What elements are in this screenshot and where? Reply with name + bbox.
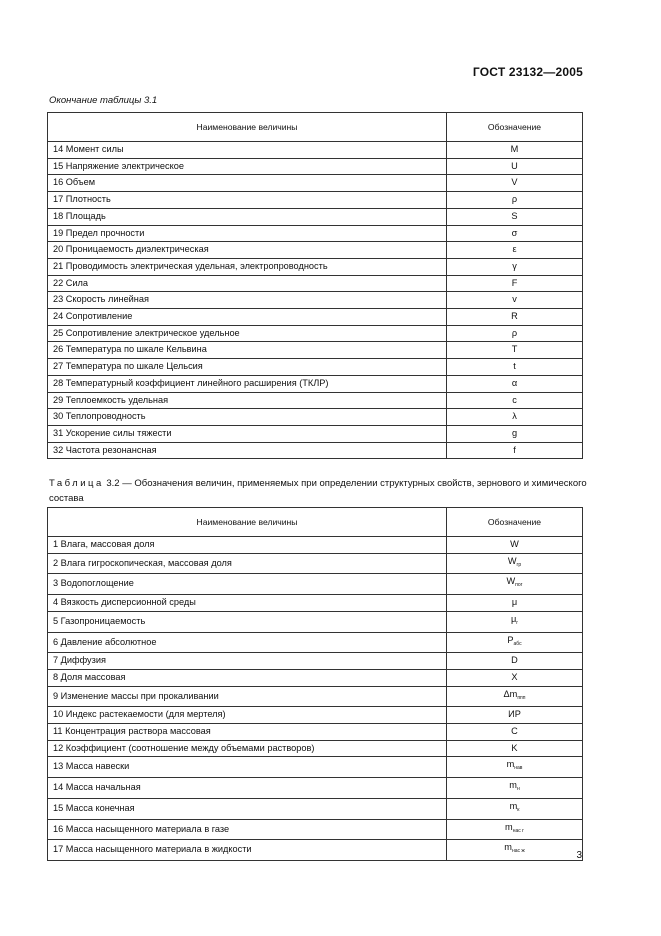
table-3-2 [47, 507, 583, 861]
table2-caption [49, 476, 589, 506]
symbol-subscript: нас ж [511, 848, 525, 855]
quantity-name: 28 Температурный коэффициент линейного расширения (ТКЛР) [48, 375, 447, 392]
symbol-main: m [506, 759, 515, 770]
symbol-main: R [511, 311, 518, 322]
symbol-main: V [511, 177, 518, 188]
symbol-main: g [511, 427, 518, 438]
table-row [48, 258, 583, 275]
quantity-name: 21 Проводимость электрическая удельная, электропроводность [48, 258, 447, 275]
quantity-symbol [447, 342, 583, 359]
symbol-main: m [505, 821, 513, 832]
symbol-main: f [513, 444, 516, 455]
table-row [48, 553, 583, 574]
symbol-main: S [511, 210, 518, 221]
table-row [48, 595, 583, 612]
column-header-symbol: Обозначение [447, 508, 583, 537]
symbol-main: γ [512, 260, 517, 271]
quantity-symbol [447, 553, 583, 574]
quantity-name: 18 Площадь [48, 208, 447, 225]
symbol-main: μ [511, 597, 518, 608]
symbol-main: m [509, 800, 518, 811]
table-row [48, 707, 583, 724]
quantity-symbol [447, 819, 583, 840]
table-row [48, 537, 583, 554]
table-row [48, 757, 583, 778]
quantity-name: 29 Теплоемкость удельная [48, 392, 447, 409]
quantity-name: 2 Влага гигроскопическая, массовая доля [48, 553, 447, 574]
table-row [48, 208, 583, 225]
table2-caption-text: 3.2 — Обозначения величин, применяемых при определении структурных свойств, зернового и химического состава [49, 478, 587, 504]
symbol-main: μ [510, 613, 517, 624]
symbol-main: v [512, 294, 517, 305]
symbol-main: λ [512, 411, 517, 422]
quantity-name: 17 Плотность [48, 192, 447, 209]
symbol-subscript: н [516, 786, 520, 793]
quantity-name: 20 Проницаемость диэлектрическая [48, 242, 447, 259]
table-row [48, 242, 583, 259]
quantity-symbol [447, 611, 583, 632]
quantity-name: 13 Масса навески [48, 757, 447, 778]
quantity-symbol [447, 309, 583, 326]
symbol-main: U [511, 160, 518, 171]
symbol-main: P [507, 634, 514, 645]
table-row [48, 442, 583, 459]
quantity-symbol [447, 442, 583, 459]
table-row [48, 819, 583, 840]
quantity-name: 16 Масса насыщенного материала в газе [48, 819, 447, 840]
symbol-subscript: гр [516, 561, 522, 568]
symbol-main: ρ [511, 194, 518, 205]
quantity-name: 16 Объем [48, 175, 447, 192]
symbol-main: m [504, 842, 512, 853]
quantity-symbol [447, 707, 583, 724]
table-3-1 [47, 112, 583, 459]
symbol-subscript: г [516, 619, 519, 626]
quantity-symbol [447, 724, 583, 741]
table-row [48, 325, 583, 342]
quantity-symbol [447, 325, 583, 342]
table-row [48, 359, 583, 376]
quantity-name: 30 Теплопроводность [48, 409, 447, 426]
table-row [48, 225, 583, 242]
symbol-main: α [511, 377, 518, 388]
quantity-symbol [447, 175, 583, 192]
symbol-main: Δm [503, 688, 518, 699]
quantity-symbol [447, 778, 583, 799]
quantity-symbol [447, 158, 583, 175]
symbol-main: c [512, 394, 517, 405]
quantity-symbol [447, 258, 583, 275]
table-row [48, 724, 583, 741]
quantity-symbol [447, 225, 583, 242]
quantity-name: 32 Частота резонансная [48, 442, 447, 459]
table-row [48, 309, 583, 326]
table-row [48, 778, 583, 799]
quantity-symbol [447, 740, 583, 757]
symbol-main: σ [511, 227, 518, 238]
table-row [48, 798, 583, 819]
quantity-symbol [447, 192, 583, 209]
table-row [48, 425, 583, 442]
column-header-name: Наименование величины [48, 508, 447, 537]
column-header-symbol: Обозначение [447, 113, 583, 142]
symbol-main: T [511, 344, 518, 355]
quantity-symbol [447, 574, 583, 595]
table-row [48, 158, 583, 175]
column-header-name: Наименование величины [48, 113, 447, 142]
quantity-name: 4 Вязкость дисперсионной среды [48, 595, 447, 612]
quantity-symbol [447, 242, 583, 259]
quantity-symbol [447, 359, 583, 376]
quantity-symbol [447, 292, 583, 309]
symbol-main: F [511, 277, 518, 288]
table-row [48, 375, 583, 392]
quantity-symbol [447, 537, 583, 554]
quantity-name: 5 Газопроницаемость [48, 611, 447, 632]
quantity-symbol [447, 653, 583, 670]
symbol-subscript: нав [514, 765, 523, 772]
quantity-name: 17 Масса насыщенного материала в жидкости [48, 840, 447, 861]
quantity-name: 27 Температура по шкале Цельсия [48, 359, 447, 376]
symbol-main: ρ [511, 327, 518, 338]
quantity-symbol [447, 840, 583, 861]
table-row [48, 740, 583, 757]
table-row [48, 292, 583, 309]
table2-caption-label: Таблица [49, 478, 104, 489]
table-row [48, 574, 583, 595]
symbol-main: C [511, 726, 518, 737]
quantity-name: 14 Момент силы [48, 142, 447, 159]
table-row [48, 342, 583, 359]
symbol-main: t [513, 361, 516, 372]
table-row [48, 175, 583, 192]
quantity-name: 3 Водопоглощение [48, 574, 447, 595]
symbol-main: D [511, 655, 518, 666]
standard-number: ГОСТ 23132—2005 [472, 65, 583, 79]
symbol-main: ε [512, 244, 517, 255]
quantity-name: 6 Давление абсолютное [48, 632, 447, 653]
symbol-main: m [509, 780, 517, 791]
quantity-name: 11 Концентрация раствора массовая [48, 724, 447, 741]
quantity-name: 9 Изменение массы при прокаливании [48, 686, 447, 707]
table-row [48, 632, 583, 653]
quantity-name: 25 Сопротивление электрическое удельное [48, 325, 447, 342]
quantity-symbol [447, 632, 583, 653]
table-row [48, 653, 583, 670]
table-row [48, 611, 583, 632]
quantity-name: 31 Ускорение силы тяжести [48, 425, 447, 442]
quantity-name: 24 Сопротивление [48, 309, 447, 326]
quantity-symbol [447, 142, 583, 159]
symbol-subscript: нас г [512, 827, 524, 834]
symbol-main: W [507, 555, 517, 566]
table-row [48, 409, 583, 426]
table-row [48, 142, 583, 159]
table-row [48, 669, 583, 686]
quantity-symbol [447, 757, 583, 778]
symbol-subscript: к [517, 806, 520, 813]
quantity-name: 1 Влага, массовая доля [48, 537, 447, 554]
table-row [48, 686, 583, 707]
quantity-name: 15 Напряжение электрическое [48, 158, 447, 175]
quantity-name: 19 Предел прочности [48, 225, 447, 242]
quantity-name: 22 Сила [48, 275, 447, 292]
quantity-name: 14 Масса начальная [48, 778, 447, 799]
symbol-subscript: пог [515, 582, 523, 589]
symbol-main: K [511, 742, 518, 753]
quantity-name: 8 Доля массовая [48, 669, 447, 686]
table-row [48, 392, 583, 409]
symbol-subscript: ппп [517, 694, 526, 701]
quantity-symbol [447, 275, 583, 292]
symbol-main: W [506, 576, 516, 587]
quantity-symbol [447, 208, 583, 225]
quantity-symbol [447, 375, 583, 392]
symbol-main: X [511, 671, 518, 682]
quantity-symbol [447, 798, 583, 819]
table1-caption: Окончание таблицы 3.1 [49, 95, 158, 106]
symbol-main: W [510, 539, 519, 549]
page-number: 3 [576, 850, 582, 861]
symbol-main: M [510, 144, 519, 154]
quantity-symbol [447, 686, 583, 707]
quantity-name: 7 Диффузия [48, 653, 447, 670]
quantity-name: 15 Масса конечная [48, 798, 447, 819]
symbol-subscript: абс [513, 640, 522, 647]
quantity-symbol [447, 595, 583, 612]
table-row [48, 275, 583, 292]
quantity-name: 23 Скорость линейная [48, 292, 447, 309]
table-row [48, 192, 583, 209]
quantity-name: 26 Температура по шкале Кельвина [48, 342, 447, 359]
quantity-name: 12 Коэффициент (соотношение между объемами растворов) [48, 740, 447, 757]
symbol-main: ИР [508, 709, 521, 720]
quantity-symbol [447, 392, 583, 409]
quantity-symbol [447, 669, 583, 686]
quantity-name: 10 Индекс растекаемости (для мертеля) [48, 707, 447, 724]
quantity-symbol [447, 409, 583, 426]
table-row [48, 840, 583, 861]
quantity-symbol [447, 425, 583, 442]
